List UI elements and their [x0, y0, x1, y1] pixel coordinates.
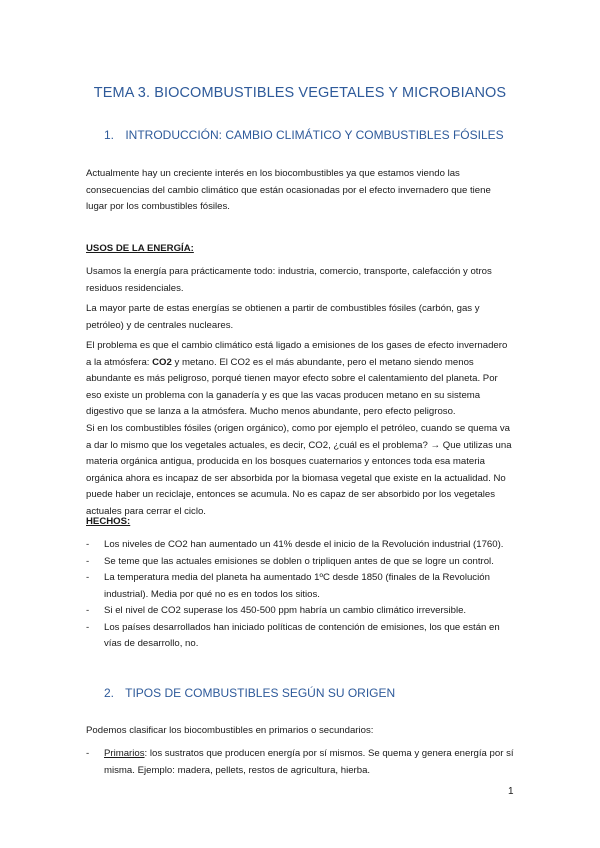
list-item: - Si el nivel de CO2 superase los 450-500 ppm habría un cambio climático irreversible. [86, 605, 467, 616]
section-1-heading-text: INTRODUCCIÓN: CAMBIO CLIMÁTICO Y COMBUSTIBLES FÓSILES [125, 128, 504, 142]
section-1-number: 1. [104, 128, 115, 142]
section-2-heading-text: TIPOS DE COMBUSTIBLES SEGÚN SU ORIGEN [125, 686, 396, 700]
co2-bold: CO2 [152, 356, 172, 368]
section-2-intro: Podemos clasificar los biocombustibles en primarios o secundarios: [86, 725, 374, 736]
section-1-heading [104, 128, 504, 142]
paragraph-problema [86, 338, 514, 421]
list-item: - Se teme que las actuales emisiones se doblen o tripliquen antes de que se logre un control. [86, 555, 494, 567]
paragraph-energias: La mayor parte de estas energías se obtienen a partir de combustibles fósiles (carbón, gas y petróleo) y de centrales nucleares. [86, 303, 480, 331]
usos-label: USOS DE LA ENERGÍA: [86, 243, 194, 254]
primarios-label: Primarios [104, 748, 145, 759]
tipos-list [86, 746, 516, 779]
intro-paragraph: Actualmente hay un creciente interés en los biocombustibles ya que estamos viendo las consecuencias del cambio climático que están ocasionadas por el efecto invernadero que tiene lugar por los combustibles fósiles. [86, 168, 491, 212]
hechos-label: HECHOS: [86, 516, 131, 527]
list-item: - Los niveles de CO2 han aumentado un 41% desde el inicio de la Revolución industrial (1760). [86, 539, 504, 550]
page-number: 1 [508, 786, 514, 797]
document-title: TEMA 3. BIOCOMBUSTIBLES VEGETALES Y MICROBIANOS [93, 85, 507, 101]
list-item: - Los países desarrollados han iniciado políticas de contención de emisiones, los que están en vías de desarrollo, no. [86, 621, 500, 649]
paragraph-problema-b: y metano. El CO2 es el más abundante, pero el metano siendo menos abundante es más peligroso, porqué tienen mayor efecto sobre el calentamiento del planeta. Por eso existe un problema con la ganadería y es que las vacas producen metano en su sistema digestivo que se lanza a la atmósfera. Mucho menos abundante, pero efecto peligroso. [86, 356, 498, 417]
list-item: - Primarios: los sustratos que producen energía por sí mismos. Se quema y genera energía por sí misma. Ejemplo: madera, pellets, restos de agricultura, hierba. [86, 748, 514, 776]
list-item: - La temperatura media del planeta ha aumentado 1ºC desde 1850 (finales de la Revolución industrial). Media por qué no es en todos los sitios. [86, 572, 490, 600]
paragraph-problema-a: El problema es que el cambio climático está ligado a emisiones de los gases de efecto invernadero a la atmósfera: [86, 340, 508, 368]
paragraph-fosiles: Si en los combustibles fósiles (origen orgánico), como por ejemplo el petróleo, cuando se quema va a dar lo mismo que los vegetales actuales, es decir, CO2, ¿cuál es el problema? → Que utilizas una materia orgánica antigua, producida en los bosques cuaternarios y entonces toda esa materia orgánica ahora es incapaz de ser absorbida por la biomasa vegetal que existe en la actualidad. No puede haber un reciclaje, entonces se acumula. No es capaz de ser absorbido por los vegetales actuales para cerrar el ciclo. [86, 423, 512, 517]
section-2-number: 2. [104, 686, 115, 700]
paragraph-usos: Usamos la energía para prácticamente todo: industria, comercio, transporte, calefacción y otros residuos residenciales. [86, 266, 492, 294]
hechos-list [86, 537, 516, 653]
section-2-heading [104, 686, 395, 700]
